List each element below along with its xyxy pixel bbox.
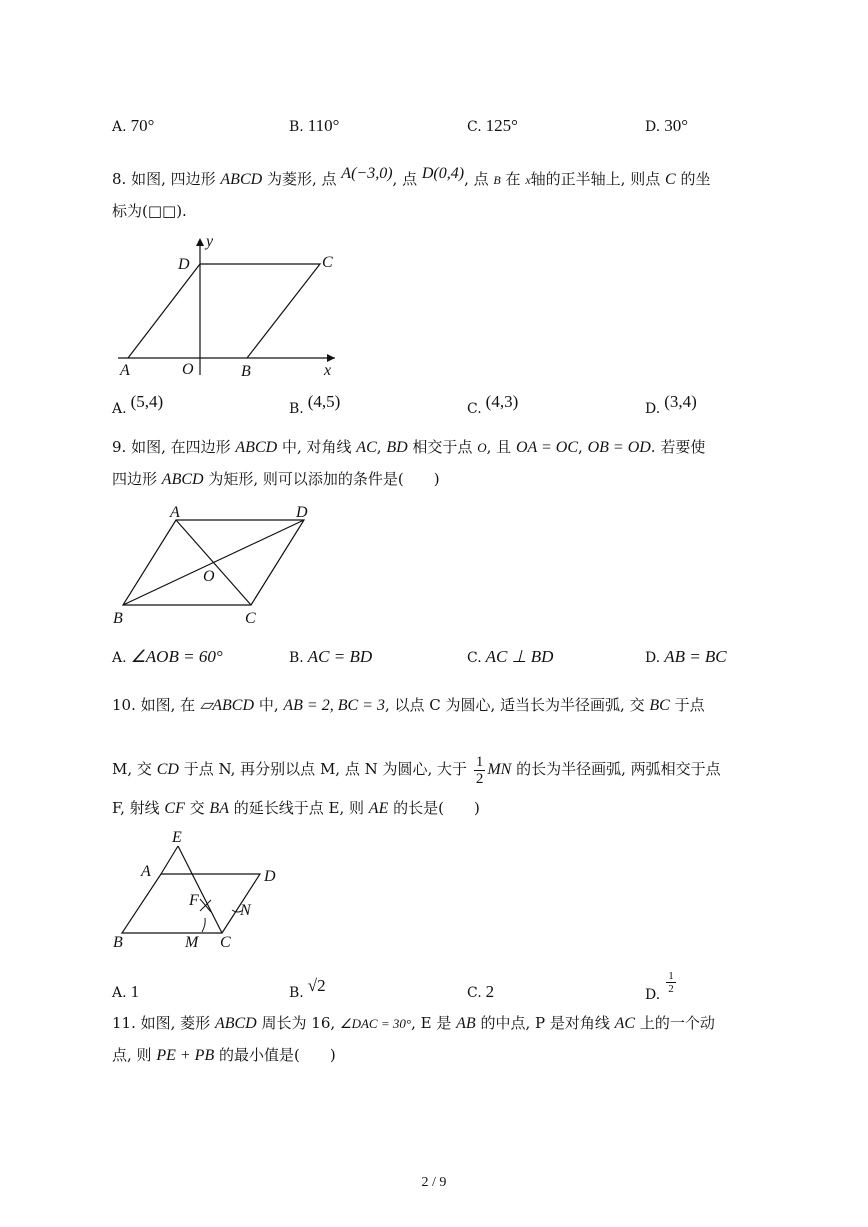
q7-option-c[interactable]: C. 125°: [467, 116, 518, 135]
q9-stem-line2: 四边形 ABCD 为矩形, 则可以添加的条件是( ): [112, 470, 440, 488]
q10-stem-line3: F, 射线 CF 交 BA 的延长线于点 E, 则 AE 的长是( ): [112, 799, 480, 817]
q10-option-a[interactable]: A. 1: [112, 982, 140, 1001]
q8-label-d: D: [178, 256, 190, 273]
q8-label-a: A: [120, 362, 130, 379]
q11-stem-line1: 11. 如图, 菱形 ABCD 周长为 16, ∠DAC = 30°, E 是 AB 的中点, P 是对角线 AC 上的一个动: [112, 1014, 715, 1032]
q10-label-d: D: [264, 868, 276, 885]
q9-label-o: O: [203, 568, 215, 585]
q8-label-x: x: [324, 362, 332, 379]
q9-options: [112, 647, 752, 675]
q9-option-a[interactable]: A. ∠AOB = 60°: [112, 647, 223, 666]
q10-option-d[interactable]: D. $\frac{1}{2}$: [645, 970, 674, 1003]
q8-figure: [110, 230, 350, 380]
q8-label-b: B: [241, 363, 251, 380]
q7-options: [112, 116, 752, 144]
q8-option-a[interactable]: A. (5,4): [112, 392, 164, 417]
q9-label-b: B: [113, 610, 123, 627]
q10-label-a: A: [141, 863, 151, 880]
q9-label-a: A: [170, 504, 180, 521]
q8-option-b[interactable]: B. (4,5): [289, 392, 341, 417]
q8-option-c[interactable]: C. (4,3): [467, 392, 519, 417]
q10-half-fraction: $\frac{1}{2}$: [475, 753, 484, 787]
q8-stem-line1: 8. 如图, 四边形 ABCD 为菱形, 点 A(−3,0), 点 D(0,4), 点 B 在 x轴的正半轴上, 则点 C 的坐: [112, 165, 711, 188]
q10-stem-line1: 10. 如图, 在 ▱ABCD 中, AB = 2, BC = 3, 以点 C 为圆心, 适当长为半径画弧, 交 BC 于点: [112, 696, 705, 714]
q10-label-f: F: [189, 892, 199, 909]
q8-label-o: O: [182, 361, 194, 378]
q10-label-b: B: [113, 934, 123, 951]
q9-option-c[interactable]: C. AC ⊥ BD: [467, 647, 554, 666]
q10-label-m: M: [185, 934, 199, 951]
q9-stem-line1: 9. 如图, 在四边形 ABCD 中, 对角线 AC, BD 相交于点 O, 且 OA = OC, OB = OD. 若要使: [112, 438, 706, 456]
q8-label-c: C: [322, 254, 333, 271]
q7-option-a[interactable]: A. 70°: [112, 116, 155, 135]
q10-figure: [110, 828, 290, 956]
q10-label-e: E: [172, 829, 182, 846]
q10-label-n: N: [240, 902, 251, 919]
q9-option-b[interactable]: B. AC = BD: [289, 647, 373, 666]
q9-label-d: D: [296, 504, 308, 521]
q10-label-c: C: [220, 934, 231, 951]
q10-option-c[interactable]: C. 2: [467, 982, 495, 1001]
q9-figure: [110, 500, 320, 630]
q9-option-d[interactable]: D. AB = BC: [645, 647, 727, 666]
q10-option-b[interactable]: B. √2: [289, 976, 326, 1001]
page-number: 2 / 9: [421, 1175, 447, 1190]
q10-options: [112, 970, 752, 1010]
q8-stem-line2: 标为(□□).: [112, 202, 187, 220]
q10-stem-line2: M, 交 CD 于点 N, 再分别以点 M, 点 N 为圆心, 大于 $\frac{1}{2}$ MN 的长为半径画弧, 两弧相交于点: [112, 753, 721, 787]
q7-option-b[interactable]: B. 110°: [289, 116, 340, 135]
q8-label-y: y: [206, 233, 214, 250]
q11-stem-line2: 点, 则 PE + PB 的最小值是( ): [112, 1046, 336, 1064]
q7-option-d[interactable]: D. 30°: [645, 116, 688, 135]
q8-options: [112, 392, 752, 426]
q9-label-c: C: [245, 610, 256, 627]
q8-option-d[interactable]: D. (3,4): [645, 392, 697, 417]
